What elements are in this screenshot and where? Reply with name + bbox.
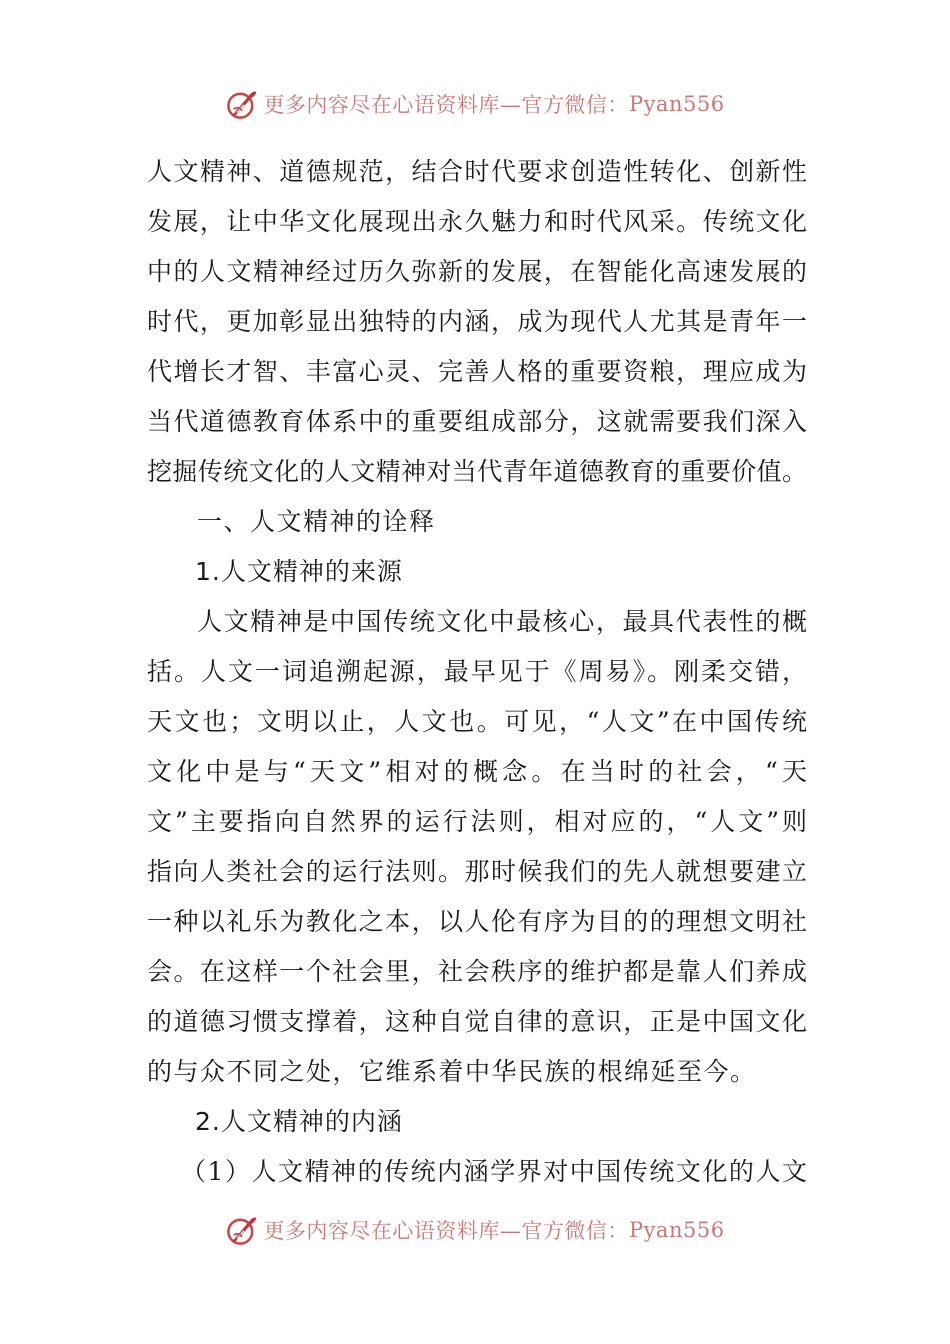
section-heading: 一、人文精神的诠释 xyxy=(197,507,436,536)
footer-banner xyxy=(0,1210,950,1250)
subsection-heading: 1.人文精神的来源 xyxy=(195,557,403,586)
paragraph-line: 天文也；文明以止，人文也。可见，“人文”在中国传统 xyxy=(147,707,807,736)
paragraph-line: 一种以礼乐为教化之本，以人伦有序为目的的理想文明社 xyxy=(147,907,807,936)
paragraph-line: 的道德习惯支撑着，这种自觉自律的意识，正是中国文化 xyxy=(147,1007,807,1036)
banner-wechat-id: Pyan556 xyxy=(628,1218,725,1242)
paragraph-line: 挖掘传统文化的人文精神对当代青年道德教育的重要价值。 xyxy=(147,457,807,486)
paragraph-line: 文化中是与“天文”相对的概念。在当时的社会，“天 xyxy=(147,757,807,786)
paragraph-line: 当代道德教育体系中的重要组成部分，这就需要我们深入 xyxy=(147,407,807,436)
paragraph-line: 的与众不同之处，它维系着中华民族的根绵延至今。 xyxy=(147,1057,757,1086)
paragraph-line: 文”主要指向自然界的运行法则，相对应的，“人文”则 xyxy=(147,807,807,836)
paragraph-line: 发展，让中华文化展现出永久魅力和时代风采。传统文化 xyxy=(147,207,807,236)
paragraph-line: 会。在这样一个社会里，社会秩序的维护都是靠人们养成 xyxy=(147,957,807,986)
quill-logo-icon xyxy=(225,87,259,121)
paragraph-line: 括。人文一词追溯起源，最早见于《周易》。刚柔交错， xyxy=(147,657,807,686)
paragraph-line: 中的人文精神经过历久弥新的发展，在智能化高速发展的 xyxy=(147,257,807,286)
quill-logo-icon xyxy=(225,1213,259,1247)
banner-wechat-id: Pyan556 xyxy=(628,92,725,116)
banner-site-text: 更多内容尽在心语资料库—官方微信： xyxy=(263,1219,629,1243)
paragraph-line: 人文精神是中国传统文化中最核心，最具代表性的概 xyxy=(197,607,807,636)
subsection-heading: 2.人文精神的内涵 xyxy=(195,1107,403,1136)
paragraph-line: 指向人类社会的运行法则。那时候我们的先人就想要建立 xyxy=(147,857,807,886)
header-banner xyxy=(0,84,950,124)
paragraph-line: （1）人文精神的传统内涵学界对中国传统文化的人文 xyxy=(181,1157,807,1186)
paragraph-line: 人文精神、道德规范，结合时代要求创造性转化、创新性 xyxy=(147,157,807,186)
banner-site-text: 更多内容尽在心语资料库—官方微信： xyxy=(263,93,629,117)
document-body xyxy=(147,147,807,1197)
paragraph-line: 时代，更加彰显出独特的内涵，成为现代人尤其是青年一 xyxy=(147,307,807,336)
paragraph-line: 代增长才智、丰富心灵、完善人格的重要资粮，理应成为 xyxy=(147,357,807,386)
